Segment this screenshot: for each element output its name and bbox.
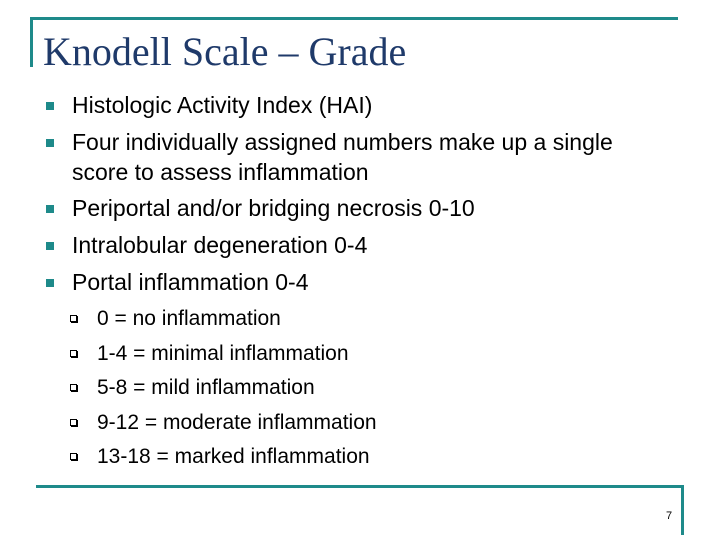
subbullet-item	[68, 342, 377, 366]
subbullet-text: 9-12 = moderate inflammation	[97, 410, 377, 434]
bullet-text: Portal inflammation 0-4	[72, 269, 309, 295]
bullet-text: Intralobular degeneration 0-4	[72, 232, 368, 258]
subbullet-text: 5-8 = mild inflammation	[97, 376, 315, 399]
frame-top-rule	[30, 17, 678, 20]
bullet-item-hai	[44, 90, 664, 120]
bullet-text: Histologic Activity Index (HAI)	[72, 92, 373, 118]
bullet-item-portal	[44, 267, 664, 297]
checkbox-square-icon	[70, 350, 77, 357]
checkbox-square-icon	[70, 453, 77, 460]
square-bullet-icon	[46, 102, 54, 110]
subbullet-item	[68, 376, 377, 400]
bullet-list	[44, 90, 664, 304]
square-bullet-icon	[46, 242, 54, 250]
bullet-text: Periportal and/or bridging necrosis 0-10	[72, 195, 475, 221]
slide-title: Knodell Scale – Grade	[43, 29, 407, 74]
subbullet-text: 13-18 = marked inflammation	[97, 445, 370, 468]
checkbox-square-icon	[70, 384, 77, 391]
subbullet-list	[68, 307, 377, 480]
bullet-item-score	[44, 127, 664, 187]
bullet-item-intralobular	[44, 230, 664, 260]
frame-bottom-rule	[36, 485, 684, 488]
subbullet-item	[68, 411, 377, 435]
square-bullet-icon	[46, 279, 54, 287]
frame-right-rule	[681, 485, 684, 535]
checkbox-square-icon	[70, 419, 77, 426]
subbullet-text: 0 = no inflammation	[97, 307, 281, 330]
checkbox-square-icon	[70, 315, 77, 322]
frame-left-rule	[30, 17, 33, 67]
bullet-item-periportal	[44, 193, 664, 223]
square-bullet-icon	[46, 139, 54, 147]
subbullet-item	[68, 307, 377, 331]
subbullet-text: 1-4 = minimal inflammation	[97, 341, 349, 365]
square-bullet-icon	[46, 205, 54, 213]
page-number: 7	[666, 510, 673, 522]
bullet-text: Four individually assigned numbers make up a single score to assess inflammation	[72, 129, 613, 185]
subbullet-item	[68, 445, 377, 469]
